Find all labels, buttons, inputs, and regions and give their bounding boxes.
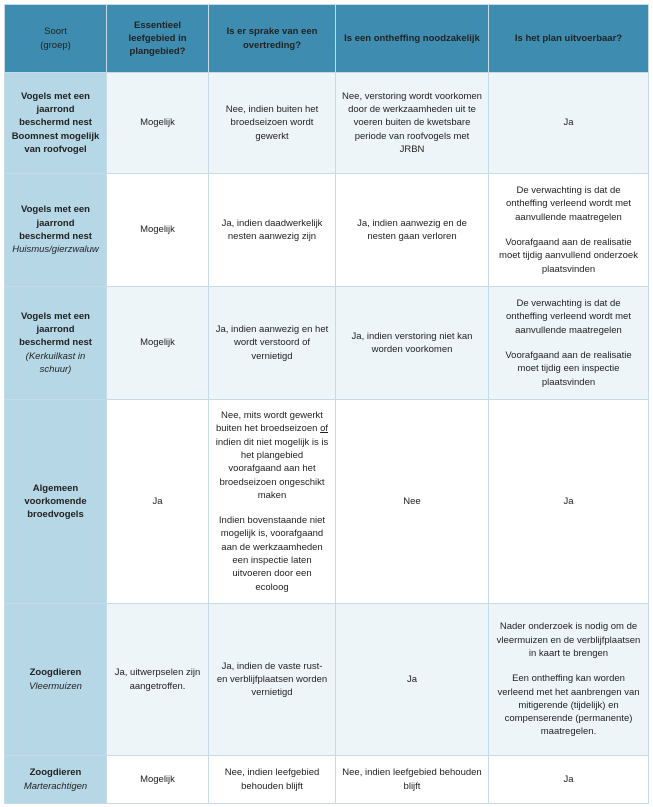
essentieel-cell: Ja, uitwerpselen zijn aangetroffen. [107,604,209,756]
header-row [5,5,649,73]
ontheffing-cell: Nee, indien leefgebied behouden blijft [336,756,489,804]
uitvoerbaar-cell: Ja [489,73,649,174]
overtreding-post: indien dit niet mogelijk is is het plangebied voorafgaand aan het broedseizoen ongeschikt maken [215,436,329,501]
uitvoerbaar-cell [489,604,649,756]
header-soort [5,5,107,73]
soort-subname: Marterachtigen [23,780,88,792]
ontheffing-cell: Nee [336,400,489,604]
overtreding-cell: Ja, indien aanwezig en het wordt verstoord of vernietigd [209,287,336,400]
essentieel-cell: Ja [107,400,209,604]
soort-name: Zoogdieren [29,767,82,779]
overtreding-pre: Nee, mits wordt gewerkt buiten het broedseizoen [216,410,323,435]
table-row [5,287,649,400]
species-assessment-table [4,4,649,804]
uitvoerbaar-cell: Ja [489,756,649,804]
uitvoerbaar-cell [489,174,649,287]
soort-cell [5,287,107,400]
soort-name: Algemeen voorkomende broedvogels [24,482,87,521]
overtreding-of: of [320,423,328,435]
soort-subname: Huismus/gierzwaluw [12,244,99,256]
overtreding-cell: Ja, indien daadwerkelijk nesten aanwezig zijn [209,174,336,287]
table-row [5,604,649,756]
essentieel-cell: Mogelijk [107,287,209,400]
header-essentieel: Essentieel leefgebied in plangebied? [107,5,209,73]
header-soort-line1: Soort [44,26,67,38]
overtreding-cell [209,400,336,604]
header-overtreding: Is er sprake van een overtreding? [209,5,336,73]
uitvoerbaar-cell [489,287,649,400]
uitvoerbaar-paragraph: De verwachting is dat de ontheffing verleend wordt met aanvullende maatregelen [506,298,631,336]
ontheffing-cell: Ja [336,604,489,756]
header-soort-line2: (groep) [40,39,71,51]
essentieel-cell: Mogelijk [107,73,209,174]
overtreding-cell: Nee, indien buiten het broedseizoen wordt gewerkt [209,73,336,174]
ontheffing-cell: Nee, verstoring wordt voorkomen door de werkzaamheden uit te voeren buiten de kwetsbare periode van roofvogels met JRBN [336,73,489,174]
ontheffing-cell: Ja, indien aanwezig en de nesten gaan verloren [336,174,489,287]
uitvoerbaar-paragraph: De verwachting is dat de ontheffing verleend wordt met aanvullende maatregelen [506,185,631,223]
essentieel-cell: Mogelijk [107,174,209,287]
table-row [5,174,649,287]
soort-name: Vogels met een jaarrond beschermd nest Boomnest mogelijk van roofvogel [11,90,100,155]
uitvoerbaar-paragraph: Nader onderzoek is nodig om de vleermuizen en de verblijfplaatsen in kaart te brengen [496,621,641,659]
overtreding-paragraph: Indien bovenstaande niet mogelijk is, voorafgaand aan de werkzaamheden een inspectie laten uitvoeren door een ecoloog [218,515,326,593]
soort-cell [5,73,107,174]
overtreding-cell: Ja, indien de vaste rust- en verblijfplaatsen worden vernietigd [209,604,336,756]
overtreding-cell: Nee, indien leefgebied behouden blijft [209,756,336,804]
soort-subname: (Kerkuilkast in schuur) [25,350,86,375]
soort-name: Zoogdieren [29,667,82,679]
table-row [5,400,649,604]
soort-cell [5,400,107,604]
table-row [5,73,649,174]
uitvoerbaar-paragraph: Een ontheffing kan worden verleend met het aanbrengen van mitigerende (tijdelijk) en compenserende (permanente) maatregelen. [497,673,640,738]
soort-cell [5,604,107,756]
header-uitvoerbaar: Is het plan uitvoerbaar? [489,5,649,73]
ontheffing-cell: Ja, indien verstoring niet kan worden voorkomen [336,287,489,400]
uitvoerbaar-paragraph: Voorafgaand aan de realisatie moet tijdig aanvullend onderzoek plaatsvinden [499,237,638,275]
essentieel-cell: Mogelijk [107,756,209,804]
uitvoerbaar-paragraph: Voorafgaand aan de realisatie moet tijdig een inspectie plaatsvinden [505,350,632,388]
table-row [5,756,649,804]
soort-name: Vogels met een jaarrond beschermd nest [19,310,92,349]
uitvoerbaar-cell: Ja [489,400,649,604]
soort-name: Vogels met een jaarrond beschermd nest [19,204,92,242]
header-ontheffing: Is een ontheffing noodzakelijk [336,5,489,73]
soort-subname: Vleermuizen [29,680,82,692]
overtreding-paragraph [215,409,329,502]
soort-cell [5,756,107,804]
soort-cell [5,174,107,287]
